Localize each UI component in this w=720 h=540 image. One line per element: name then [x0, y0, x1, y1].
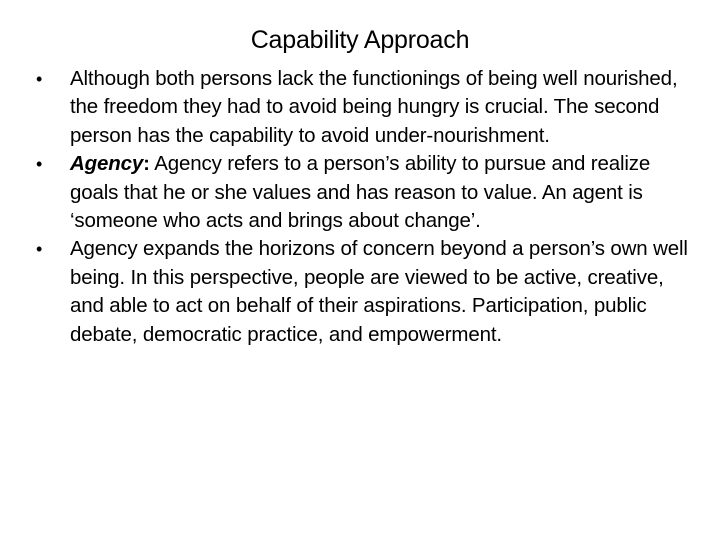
bullet-dot-icon: • [36, 239, 43, 260]
bullet-item-functionings [36, 65, 696, 150]
bullet-item-agency-expands [36, 235, 696, 349]
bullet-text: Agency refers to a person’s ability to pursue and realize goals that he or she values and has reason to value. An agent is ‘someone who acts and brings about change’. [70, 152, 651, 233]
bullet-dot-icon: • [36, 69, 43, 89]
bullet-list [36, 65, 696, 349]
slide-title: Capability Approach [250, 26, 470, 54]
bullet-term: Agency [70, 152, 144, 176]
bullet-dot-icon: • [36, 154, 43, 175]
bullet-text: Agency expands the horizons of concern beyond a person’s own well being. In this perspective, people are viewed to be active, creative, and able to act on behalf of their aspirations. Participation, public debate, democratic practice, and empowerment. [70, 237, 688, 346]
bullet-term-colon: : [143, 152, 150, 176]
bullet-text: Although both persons lack the functionings of being well nourished, the freedom they had to avoid being hungry is crucial. The second person has the capability to avoid under-nourishment. [70, 67, 678, 147]
bullet-item-agency-definition [36, 150, 696, 235]
